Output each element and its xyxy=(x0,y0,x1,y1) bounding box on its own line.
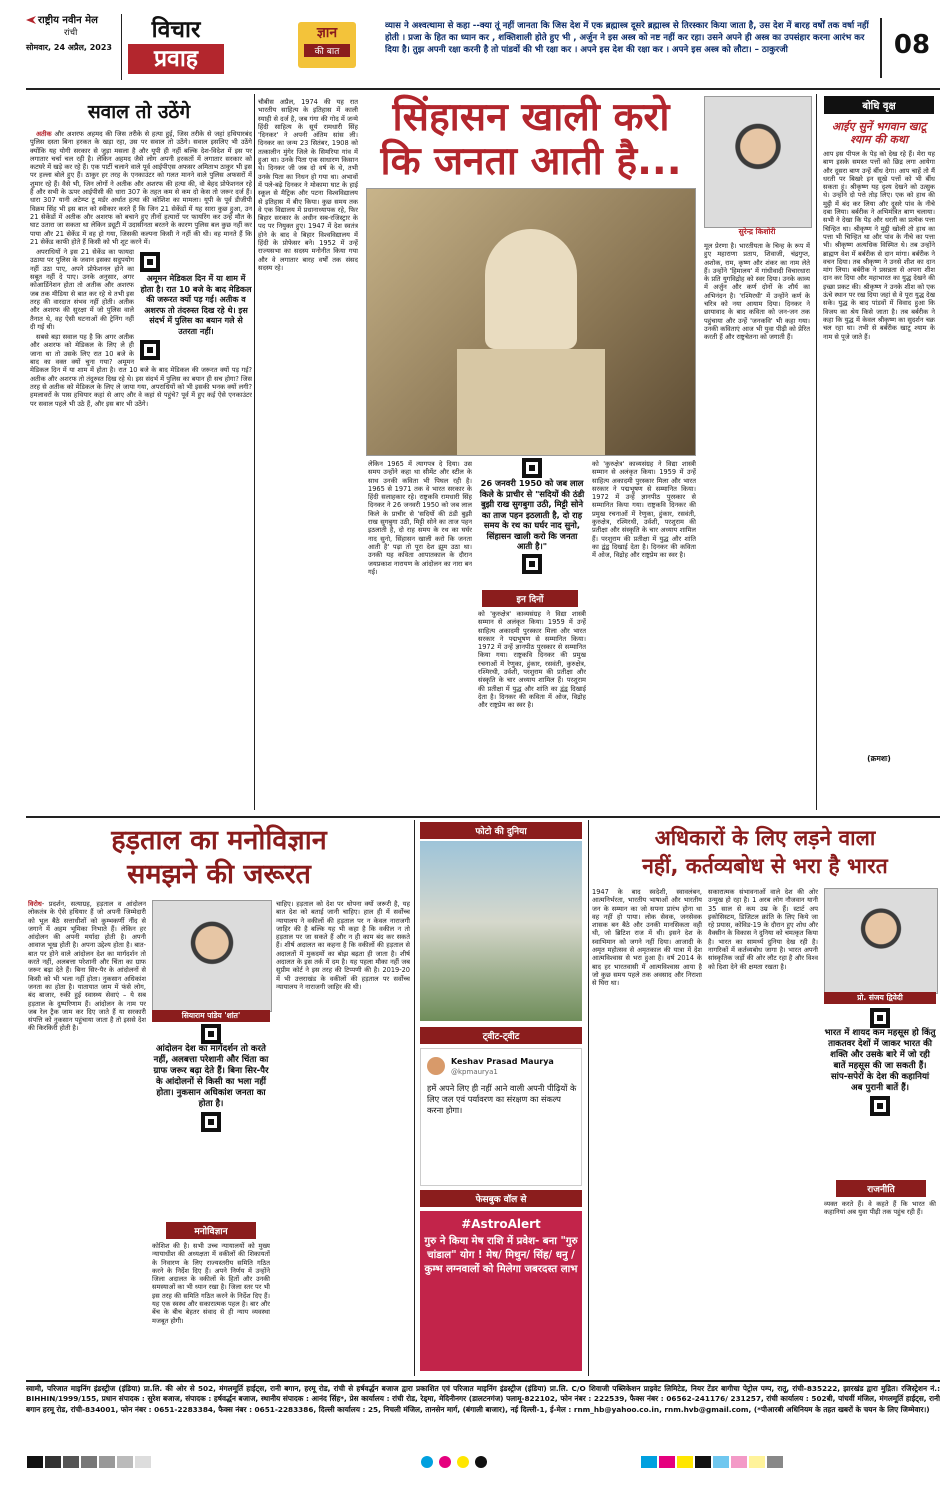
column-rule xyxy=(816,94,817,810)
author-name: प्रो. संजय द्विवेदी xyxy=(824,992,936,1004)
article-3-pullquote-box xyxy=(152,1024,270,1214)
qr-code-icon xyxy=(201,1112,221,1132)
tweet-text: हमें अपने लिए ही नहीं आने वाली अपनी पीढ़ियों के लिए जल एवं पर्यावरण का संरक्षण का संकल्प करना होगा। xyxy=(427,1083,577,1115)
article-3-col-c: कोशिश की है। सभी उच्च न्यायालयों को मुख्य न्यायाधीश की अध्यक्षता में वकीलों की शिकायतों के निवारण के लिए राज्यस्तरीय समिति गठित करने के निर्देश दिए हैं। अपने निर्णय में उन्होंने जिला अदालत के वकीलों के हितों और उनकी समस्याओं का भी ध्यान रखा है। जिला स्तर पर भी इस तरह की समिति गठित करने के निर्देश दिए हैं। यह एक स्वस्थ और सकारात्मक पहल है। बार और बेंच के बीच बेहतर संवाद से ही न्याय व्यवस्था मजबूत होगी। xyxy=(152,1242,270,1325)
article-1-headline: सवाल तो उठेंगे xyxy=(87,101,191,123)
author-photo xyxy=(152,900,272,1012)
article-1-para-1: और अशरफ अहमद की जिस तरीके से हत्या हुई, जिस तरीके से जहां हथियारबंद पुलिस दस्ता बिना हरकत के खड़ा रहा, उस पर सवाल तो उठेंगे। सवाल इसलिए भी उठेंगे क्योंकि यह योगी सरकार से जुड़ा मसला है और यूपी ही नहीं बल्कि देश-विदेश में इस पर लगातार चर्चा चल रही है। लेकिन अहमद जैसे लोग अपनी हरकतों में लगातार सरकार को कटघरे में खड़े कर रहे हैं। एक पार्टी चलाने वाले पूर्व आईपीएस अफसर अमिताभ ठाकुर भी इस पर हल्ला बोले हुए हैं। ठाकुर हर तरह के एनकाउंटर को गलत मानने वाले पुलिस अफसरों में शुमार रहे हैं। वैसे भी, जिन लोगों ने अतीक और अशरफ की हत्या की, वो बेहद प्रोफेशनल रहे हैं और सभी के ऊपर आईपीसी की धारा 307 के तहत कम से कम दो केस तो जरूर दर्ज हैं। धारा 307 यानी अटेम्प्ट टू मर्डर अर्थात हत्या की कोशिश का मामला। यूपी के पूर्व डीजीपी विक्रम सिंह भी इस बात को स्वीकार करते हैं कि जिन 21 सेकेंडों में यह सारा कुछ हुआ, उन 21 सेकेंडों में अतीक और अशरफ को बचाने हुए तीनों हत्यारों पर फायरिंग कर उन्हें मौत के घाट उतारा जा सकता था लेकिन ड्यूटी में उदासीनता बरतने के कारण पुलिस बल कुछ नहीं कर पाया और 21 सेकेंड में वह हो गया, जिसकी कल्पना किसी ने नहीं की थी। वह मानते हैं कि 21 सेकेंड काफी होते हैं किसी को भी शूट करने में। xyxy=(30,130,252,246)
article-3-col-a xyxy=(28,900,146,1374)
article-sawal xyxy=(26,92,252,814)
footer-rule xyxy=(26,1380,940,1382)
article-2-col-a: चौबीस अप्रैल, 1974 की यह रात भारतीय साहित्य के इतिहास में काली स्याही से दर्ज है, जब गंगा की गोद में जन्मे हिंदी साहित्य के सूर्य रामधारी सिंह 'दिनकर' ने अपनी अंतिम सांस ली। दिनकर का जन्म 23 सितंबर, 1908 को तत्कालीन मुंगेर जिले के सिमरिया गांव में हुआ था। उनके पिता एक साधारण किसान थे। दिनकर जी जब दो वर्ष के थे, तभी उनके पिता का निधन हो गया था। अभावों में पले-बढ़े दिनकर ने मोकामा घाट के हाई स्कूल से मैट्रिक और पटना विश्वविद्यालय से इतिहास में बीए किया। कुछ समय तक वे एक विद्यालय में प्रधानाध्यापक रहे, फिर बिहार सरकार के अधीन सब-रजिस्ट्रार के पद पर नियुक्त हुए। 1947 में देश स्वतंत्र होने के बाद वे बिहार विश्वविद्यालय में हिंदी के प्रोफेसर बने। 1952 में उन्हें राज्यसभा का सदस्य मनोनीत किया गया और वे लगातार बारह वर्षों तक संसद सदस्य रहे। xyxy=(258,98,358,272)
registration-dots xyxy=(418,1453,490,1472)
gyan-label: ज्ञान xyxy=(316,25,338,41)
article-4-headline-1: अधिकारों के लिए लड़ने वाला xyxy=(654,826,876,850)
astro-text: गुरु ने किया मेष राशि में प्रवेश- बना "गुरु चांडाल" योग ! मेष/ मिथुन/ सिंह/ धनु / कुम्भ लग्नवालों को मिलेगा जबरदस्त लाभ xyxy=(424,1236,578,1275)
article-1-para-2: अपराधियों ने इस 21 सेकेंड का फायदा उठाया पर पुलिस के जवान इसका सदुपयोग नहीं उठा पाए, अपने प्रोफेशनल होने का सबूत नहीं दे पाए। उनके अनुसार, अगर कोआर्डिनेशन होता तो अतीक और अशरफ जब तक मीडिया से बात कर रहे थे तभी इस तरह की वारदात संभव नहीं होती। अतीक और अशरफ की सुरक्षा में जो पुलिस वाले तैनात थे, वह ऐसी घटनाओं की ट्रेनिंग नहीं दी गई थी। xyxy=(30,248,134,331)
article-3-lead: विरोध xyxy=(28,900,42,908)
in-dino-badge: इन दिनों xyxy=(482,590,578,607)
section-title-2: प्रवाह xyxy=(128,44,224,74)
article-3-col-b: चाहिए। हड़ताल को देश पर थोपना क्यों जरूरी है, यह बात देश को बताई जानी चाहिए। हाल ही में सर्वोच्च न्यायालय ने वकीलों की हड़ताल पर न केवल नाराजगी जाहिर की है बल्कि यह भी कहा है कि वकील न तो हड़ताल पर जा सकते हैं और न ही काम बंद कर सकते हैं। शीर्ष अदालत का कहना है कि वकीलों की हड़ताल से अदालतों में मुकदमों का बोझ बढ़ता ही जाता है। शीर्ष अदालत के इस तर्क में दम है। यह पहला मौका नहीं जब सुप्रीम कोर्ट ने इस तरह की टिप्पणी की है। 2019-20 में भी उत्तराखंड के वकीलों की हड़ताल पर सर्वोच्च न्यायालय ने नाराजगी जाहिर की थी। xyxy=(276,900,410,991)
tweet-name: Keshav Prasad Maurya xyxy=(451,1057,554,1066)
article-4-col-c: व्यक्त करते हैं। वे कहते हैं कि भारत की कहानियां अब युवा पीढ़ी तक पहुंच रही हैं। xyxy=(824,1200,936,1217)
bodh-headline: आईए सुनें भगवान खाटू श्याम की कथा xyxy=(831,120,927,146)
bodh-body: आप इस पीपल के पेड़ को देख रहे हैं। मेरा यह बाण इसके समस्त पत्तों को छिद्र लगा आयेगा और दूसरा बाण उन्हें बींध देगा। आप चाहें तो मैं धरती पर बिखरे इन सूखे पत्तों को भी बींध सकता हूं। श्रीकृष्ण यह दृश्य देखने को उत्सुक थे। उन्होंने दो पत्ते तोड़ लिए। एक को हाथ की मुट्ठी में बंद कर लिया और दूसरे पांव के नीचे दबा लिया। बर्बरीक ने अभिमंत्रित बाण चलाया। सभी ने देखा कि पेड़ और धरती का प्रत्येक पत्ता चिन्हित था। श्रीकृष्ण ने मुट्ठी खोली तो हाथ का पत्ता भी चिन्हित था और पांव के नीचे का पत्ता भी। श्रीकृष्ण अत्यधिक विस्मित थे। तब उन्होंने ब्राह्मण वेश में बर्बरीक से दान मांगा। बर्बरीक ने वचन दिया। तब श्रीकृष्ण ने उनसे शीश का दान मांग लिया। बर्बरीक ने प्रसन्नता से अपना शीश दान कर दिया और महाभारत का युद्ध देखने की इच्छा प्रकट की। श्रीकृष्ण ने उनके शीश को एक ऊंचे स्थान पर रख दिया जहां से वे पूरा युद्ध देख सके। युद्ध के बाद पांडवों में विवाद हुआ कि विजय का श्रेय किसे जाता है। तब बर्बरीक ने कहा कि युद्ध में केवल श्रीकृष्ण का सुदर्शन चक्र चल रहा था। तभी से बर्बरीक खाटू श्याम के नाम से पूजे जाते हैं। xyxy=(823,150,935,341)
eagle-icon xyxy=(26,16,36,24)
bodh-continued: (क्रमशः) xyxy=(867,754,891,763)
tweet-card xyxy=(420,1048,582,1186)
paper-name: राष्ट्रीय नवीन मेल xyxy=(38,15,98,26)
article-1-para-3: सबसे बड़ा सवाल यह है कि अगर अतीक और अशरफ को मेडिकल के लिए ले ही जाना था तो उसके लिए रात 10 बजे के बाद का वक्त क्यों चुना गया? अमूमन मेडिकल दिन में या शाम में होता है। रात 10 बजे के बाद मेडिकल की जरूरत क्यों पड़ गई? अतीक और अशरफ तो तंदुरुस्त दिख रहे थे। इस संदर्भ में पुलिस का बयान ही सच होगा? जिस तरह से अतीक को मेडिकल के लिए ले जाया गया, अपराधियों को भी इसकी भनक क्यों लगी? हमलावरों के पास हथियार कहां से आए और वे कहां से पहुंचे? पूर्व में हुए कई ऐसे एनकाउंटर पर सवाल पहले भी उठे हैं, और इस बार भी उठेंगे। xyxy=(30,333,252,408)
astro-tag: #AstroAlert xyxy=(461,1217,541,1231)
page-number-divider xyxy=(880,18,882,78)
color-bars-right xyxy=(640,1453,784,1472)
article-4-col-a: 1947 के बाद स्वदेशी, स्वावलंबन, आत्मनिर्भरता, भारतीय भाषाओं और भारतीय जन के सम्मान का जो सपना प्रारंभ होना था वह नहीं हो पाया। लोक सेवक, जनसेवक शासक बन बैठे और उनकी मानसिकता वही थी, जो ब्रिटिश राज में थी। इसने देश के स्वाभिमान को जगने नहीं दिया। आजादी के अमृत महोत्सव से अमृतकाल की यात्रा में देश आत्मविश्वास से भरा हुआ है। वर्ष 2014 के बाद हर भारतवासी में आत्मविश्वास आया है जो कुछ समय पहले तक अवसाद और निराशा से घिरा था। xyxy=(592,888,702,988)
tweet-label: ट्वीट-ट्वीट xyxy=(420,1027,582,1044)
article-adhikar xyxy=(590,818,940,1378)
gyan-sub-label: की बात xyxy=(304,44,350,57)
article-2-pullquote-box xyxy=(478,458,586,608)
article-2-pullquote: 26 जनवरी 1950 को जब लाल किले के प्राचीर से "सदियों की ठंडी बुझी राख सुगबुगा उठी, मिट्टी सोने का ताज पहन इठलाती है, दो राह समय के रथ का घर्घर नाद सुनो, सिंहासन खाली करो कि जनता आती है।" xyxy=(479,478,585,551)
section-title-1: विचार xyxy=(151,17,201,43)
article-2-col-b: लेकिन 1965 में त्यागपत्र दे दिया। उस समय उन्होंने कहा था सीमेंट और स्टील के साथ उनकी कविता भी पिघल रही है। 1965 से 1971 तक वे भारत सरकार के हिंदी सलाहकार रहे। राष्ट्रकवि रामधारी सिंह दिनकर ने 26 जनवरी 1950 को जब लाल किले के प्राचीर से 'सदियों की ठंडी बुझी राख सुगबुगा उठी, मिट्टी सोने का ताज पहन इठलाती है, दो राह समय के रथ का घर्घर नाद सुनो, सिंहासन खाली करो कि जनता आती है' पढ़ा तो पूरा देश झूम उठा था। उनकी यह कविता आपातकाल के दौरान जयप्रकाश नारायण के आंदोलन का नारा बन गई। xyxy=(368,460,472,576)
astro-card xyxy=(420,1211,582,1371)
masthead xyxy=(0,0,945,92)
author-photo xyxy=(704,96,812,228)
article-singhasan xyxy=(256,92,814,814)
facebook-label: फेसबुक वॉल से xyxy=(420,1190,582,1207)
article-4-headline-2: नहीं, कर्तव्यबोध से भरा है भारत xyxy=(642,854,888,878)
tweet-handle: @kpmaurya1 xyxy=(451,1068,498,1076)
article-hadtal xyxy=(26,818,412,1378)
article-4-col-b: सकारात्मक संभावनाओं वाले देश की ओर उन्मुख हो रहा है। 1 अरब लोग नौजवान यानी 35 साल से कम उम्र के हैं। स्टार्ट अप इकोसिस्टम, डिजिटल क्रांति के लिए किये जा रहे प्रयास, कोविड-19 के दौरान हुए शोध और वैक्सीन के विकास ने दुनिया को चमत्कृत किया है। भारत का सामर्थ्य दुनिया देख रही है। नागरिकों में कर्तव्यबोध जागा है। भारत अपनी सांस्कृतिक जड़ों की ओर लौट रहा है और विश्व को दिशा देने की क्षमता रखता है। xyxy=(708,888,818,971)
city-name: रांची xyxy=(64,28,78,38)
imprint: स्वामी, परिजात माइनिंग इंडस्ट्रीज (इंडिया) प्रा.लि. की ओर से 502, मंगलमूर्ति हाईट्स, रानी बगान, हरमू रोड, रांची से हर्षवर्द्धन बजाज द्वारा प्रकाशित एवं परिजात माइनिंग इंडस्ट्रीज (इंडिया) प्रा.लि. C/O शिवाजी पब्लिकेशन प्राइवेट लिमिटेड, नियर टेंडर बागीचा पेट्रोल पम्प, रातू, रांची-835222, झारखंड द्वारा मुद्रित। रजिस्ट्रेशन नं.: BIHHIN/1999/155, प्रधान संपादक : सुरेश बजाज, संपादक : हर्षवर्द्धन बजाज, स्थानीय संपादक : आनंद सिंह*, प्रेस कार्यालय : रांची रोड, रेड्मा, मेदिनीनगर (डालटनगंज) पलामू-822102, फोन नंबर : 222539, फैक्स नंबर : 06562-241176/ 231257, रांची कार्यालय : 502बी, पांचवीं मंजिल, मंगलमूर्ति हाईट्स, रानी बगान हरमू रोड, रांची-834001, फोन नंबर : 0651-2283384, फैक्स नंबर : 0651-2283386, दिल्ली कार्यालय : 25, निचली मंजिल, तानसेन मार्ग, (बंगाली बाजार), नई दिल्ली-1, ई-मेल : rnm_hb@yahoo.co.in, rnm.hvb@gmail.com, (*पीआरबी अधिनियम के तहत खबरों के चयन के लिए जिम्मेवार।) xyxy=(26,1384,940,1414)
qr-code-icon xyxy=(140,252,160,272)
twitter-avatar xyxy=(427,1057,445,1075)
article-2-col-b2 xyxy=(478,610,586,802)
article-4-pullquote: भारत में शायद कम महसूस हो किंतु ताकतवर देशों में जाकर भारत की शक्ति और उसके बारे में जो रही बातें महसूस की जा सकती हैं। सांप-सपेरों के देश की कहानियां अब पुरानी बातें हैं। xyxy=(824,1028,936,1093)
article-2-headline-2: कि जनता आती है... xyxy=(380,139,682,184)
manovigyan-badge: मनोविज्ञान xyxy=(166,1222,256,1239)
paper-logo xyxy=(26,12,121,72)
rajniti-badge: राजनीति xyxy=(836,1180,926,1197)
article-2-headline-1: सिंहासन खाली करो xyxy=(392,95,670,140)
qr-code-icon xyxy=(201,1024,221,1044)
dinkar-statue-photo xyxy=(366,188,696,456)
masthead-divider xyxy=(121,14,122,80)
column-rule xyxy=(588,820,589,1376)
masthead-bottom-rule xyxy=(26,88,940,90)
author-photo xyxy=(824,888,938,994)
article-3-pullquote: आंदोलन देश का मार्गदर्शन तो करते नहीं, अलबत्ता परेशानी और चिंता का ग्राफ जरूर बढ़ा देते हैं। बिना सिर-पैर के आंदोलनों से किसी का भला नहीं होता। नुकसान अधिकांश जनता का होता है। xyxy=(153,1044,269,1109)
article-1-pullquote: अमूमन मेडिकल दिन में या शाम में होता है। रात 10 बजे के बाद मेडिकल की जरूरत क्यों पड़ गई। अतीक व अशरफ तो तंदरुस्त दिख रहे थे। इस संदर्भ में पुलिस का बयान गले से उतरता नहीं। xyxy=(140,274,252,336)
section-title xyxy=(128,16,224,82)
author-name: सियाराम पांडेय 'शांत' xyxy=(152,1010,270,1022)
bodh-label: बोधि वृक्ष xyxy=(824,96,934,114)
qr-code-icon xyxy=(870,1096,890,1116)
article-3-headline-1: हड़ताल का मनोविज्ञान xyxy=(111,825,327,856)
article-2-col-d: मूल प्रेरणा है। भारतीयता के चिन्ह के रूप में हुए महाराणा प्रताप, शिवाजी, चंद्रगुप्त, अशोक, राम, कृष्ण और शंकर का नाम लेते हैं। उन्होंने 'हिमालय' में गांधीवादी विचारधारा के प्रति युगविद्रोह को स्वर दिया। उनके काव्य में अर्जुन और कर्ण दोनों के शौर्य का अभिनंदन है। 'रश्मिरथी' में उन्होंने कर्ण के चरित्र को नया आयाम दिया। दिनकर ने छायावाद के बाद कविता को जन-जन तक पहुंचाया और उन्हें 'जनकवि' भी कहा गया। उनकी कविताएं आज भी युवा पीढ़ी को प्रेरित करती हैं और राष्ट्रचेतना को जगाती हैं। xyxy=(704,242,810,342)
column-rule xyxy=(414,820,415,1376)
statue-bust xyxy=(485,229,577,349)
author-name: सुरेन्द्र किशोरी xyxy=(738,227,776,236)
photo-label: फोटो की दुनिया xyxy=(420,822,582,839)
bodh-vriksh xyxy=(818,92,940,814)
article-2-col-c-text: को 'कुरुक्षेत्र' काव्यसंग्रह ने विद्या शास्त्री सम्मान से अलंकृत किया। 1959 में उन्हें साहित्य अकादमी पुरस्कार मिला और भारत सरकार ने पद्मभूषण से सम्मानित किया। 1972 में उन्हें ज्ञानपीठ पुरस्कार से सम्मानित किया गया। राष्ट्रकवि दिनकर की प्रमुख रचनाओं में रेणुका, हुंकार, रसवंती, कुरुक्षेत्र, रश्मिरथी, उर्वशी, परशुराम की प्रतीक्षा और संस्कृति के चार अध्याय शामिल हैं। परशुराम की प्रतीक्षा में युद्ध और शांति का द्वंद्व दिखाई देता है। दिनकर की कविता में ओज, विद्रोह और राष्ट्रप्रेम का स्वर है। xyxy=(478,610,586,710)
article-1-lead: अतीक xyxy=(36,130,52,138)
article-4-pullquote-box xyxy=(824,1008,936,1178)
column-rule xyxy=(254,94,255,810)
article-3-headline-2: समझने की जरूरत xyxy=(127,859,311,890)
article-3-col-a-text: - प्रदर्शन, सत्याग्रह, हड़ताल व आंदोलन लोकतंत्र के ऐसे हथियार हैं जो अपनी जिम्मेदारी को भूल बैठे सत्ताधीशों को कुम्भकर्णी नींद से जगाने में अहम भूमिका निभाते हैं। लेकिन हर आंदोलन की अपनी मर्यादा होती है। अपनी आवाज भूख होती है। अपना उद्देश्य होता है। बात-बात पर होने वाले आंदोलन देश का मार्गदर्शन तो करते नहीं, अलबत्ता परेशानी और चिंता का ग्राफ जरूर बढ़ा देते हैं। बिना सिर-पैर के आंदोलनों से किसी को भी भला नहीं होता। नुकसान अधिकांश जनता का होता है। यातायात जाम में फंसे लोग, बंद बाजार, रुकी हुई स्वास्थ्य सेवाएं – ये सब हड़ताल के दुष्परिणाम हैं। आंदोलन के नाम पर जब रेल ट्रैक जाम कर दिए जाते हैं या सरकारी संपत्ति को नुकसान पहुंचाया जाता है तो इससे देश की किरकिरी होती है। xyxy=(28,900,146,1033)
middle-column xyxy=(416,818,586,1378)
statue-pedestal xyxy=(457,349,605,455)
gyan-ki-baat-badge xyxy=(298,22,356,68)
page-number: 08 xyxy=(893,30,931,60)
news-photo xyxy=(420,841,582,1021)
registration-strip xyxy=(0,1448,945,1470)
article-1-pullquote-box xyxy=(140,252,252,360)
issue-date: सोमवार, 24 अप्रैल, 2023 xyxy=(26,43,112,52)
qr-code-icon xyxy=(522,458,542,478)
color-bars-left xyxy=(26,1453,152,1472)
article-1-body xyxy=(30,130,252,810)
gyan-quote: व्यास ने अश्वत्थामा से कहा --क्या तूं नहीं जानता कि जिस देश में एक ब्रह्मास्त्र दूसरे ब्रह्मास्त्र से तिरस्कार किया जाता है, उस देश में बारह वर्षों तक वर्षा नहीं होती । प्रजा के हित का ध्यान कर , शक्तिशाली होते हुए भी , अर्जुन ने इस अस्त्र को नष्ट नहीं कर रहा। उसने अपने ही अस्त्र का उपसंहार करना आरंभ कर दिया है। तुझ अपनी रक्षा करनी है तो पांडवों की भी रक्षा कर । अपने इस देश की रक्षा कर । अपने इस अस्त्र को लौटा। – ठाकुरजी xyxy=(385,21,869,56)
qr-code-icon xyxy=(522,554,542,574)
qr-code-icon xyxy=(870,1008,890,1028)
article-2-col-c: को 'कुरुक्षेत्र' काव्यसंग्रह ने विद्या शास्त्री सम्मान से अलंकृत किया। 1959 में उन्हें साहित्य अकादमी पुरस्कार मिला और भारत सरकार ने पद्मभूषण से सम्मानित किया। 1972 में उन्हें ज्ञानपीठ पुरस्कार से सम्मानित किया गया। राष्ट्रकवि दिनकर की प्रमुख रचनाओं में रेणुका, हुंकार, रसवंती, कुरुक्षेत्र, रश्मिरथी, उर्वशी, परशुराम की प्रतीक्षा और संस्कृति के चार अध्याय शामिल हैं। परशुराम की प्रतीक्षा में युद्ध और शांति का द्वंद्व दिखाई देता है। दिनकर की कविता में ओज, विद्रोह और राष्ट्रप्रेम का स्वर है। xyxy=(592,460,696,560)
qr-code-icon xyxy=(140,340,160,360)
